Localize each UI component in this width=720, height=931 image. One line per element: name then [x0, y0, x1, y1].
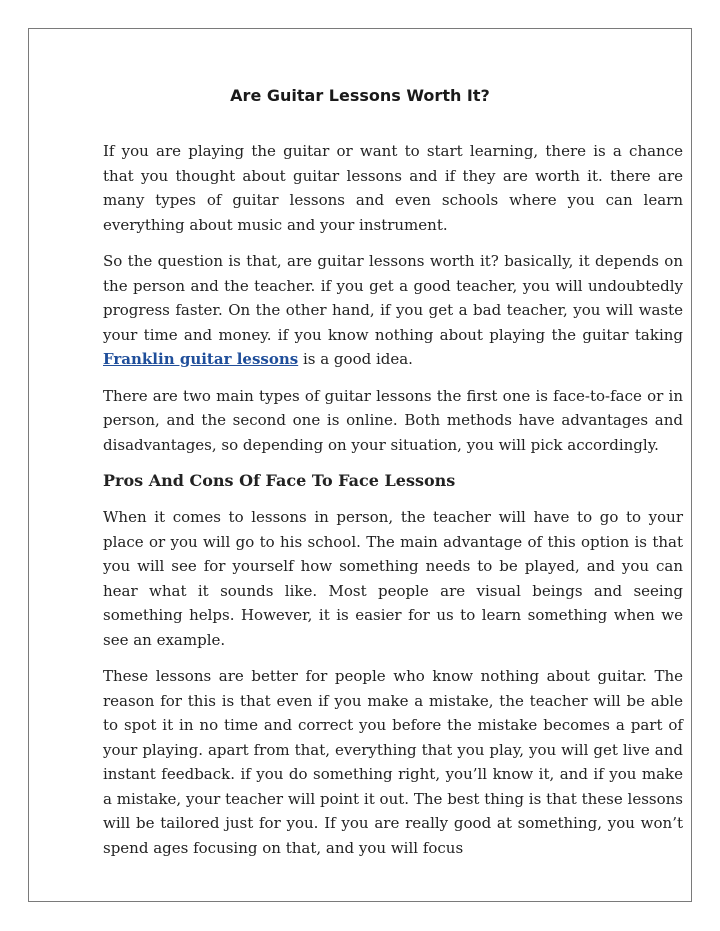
- paragraph-worth-it-tail: is a good idea.: [298, 350, 413, 368]
- paragraph-worth-it: [103, 249, 683, 372]
- document-body: [103, 139, 683, 872]
- paragraph-beginners: These lessons are better for people who know nothing about guitar. The reason for this is that even if you make a mistake, the teacher will be able to spot it in no time and correct you before the mistake becomes a part of your playing. apart from that, everything that you play, you will get live and instant feedback. if you do something right, you’ll know it, and if you make a mistake, your teacher will point it out. The best thing is that these lessons will be tailored just for you. If you are really good at something, you won’t spend ages focusing on that, and you will focus: [103, 667, 683, 857]
- franklin-guitar-lessons-link[interactable]: Franklin guitar lessons: [103, 350, 299, 368]
- paragraph-in-person: When it comes to lessons in person, the teacher will have to go to your place or you will go to his school. The main advantage of this option is that you will see for yourself how something needs to be played, and you can hear what it sounds like. Most people are visual beings and seeing something helps. However, it is easier for us to learn something when we see an example.: [103, 508, 683, 649]
- document-title: Are Guitar Lessons Worth It?: [230, 86, 490, 105]
- paragraph-lesson-types: There are two main types of guitar lessons the first one is face-to-face or in person, and the second one is online. Both methods have advantages and disadvantages, so depending on your situation, you will pick accordingly.: [103, 386, 683, 454]
- section-heading-face-to-face: Pros And Cons Of Face To Face Lessons: [103, 471, 456, 490]
- paragraph-worth-it-text: So the question is that, are guitar lessons worth it? basically, it depends on the person and the teacher. if you get a good teacher, you will undoubtedly progress faster. On the other hand, if you get a bad teacher, you will waste your time and money. if you know nothing about playing the guitar taking: [103, 252, 683, 344]
- paragraph-intro: If you are playing the guitar or want to start learning, there is a chance that you thought about guitar lessons and if they are worth it. there are many types of guitar lessons and even schools where you can learn everything about music and your instrument.: [103, 142, 683, 234]
- document-page: [28, 28, 692, 902]
